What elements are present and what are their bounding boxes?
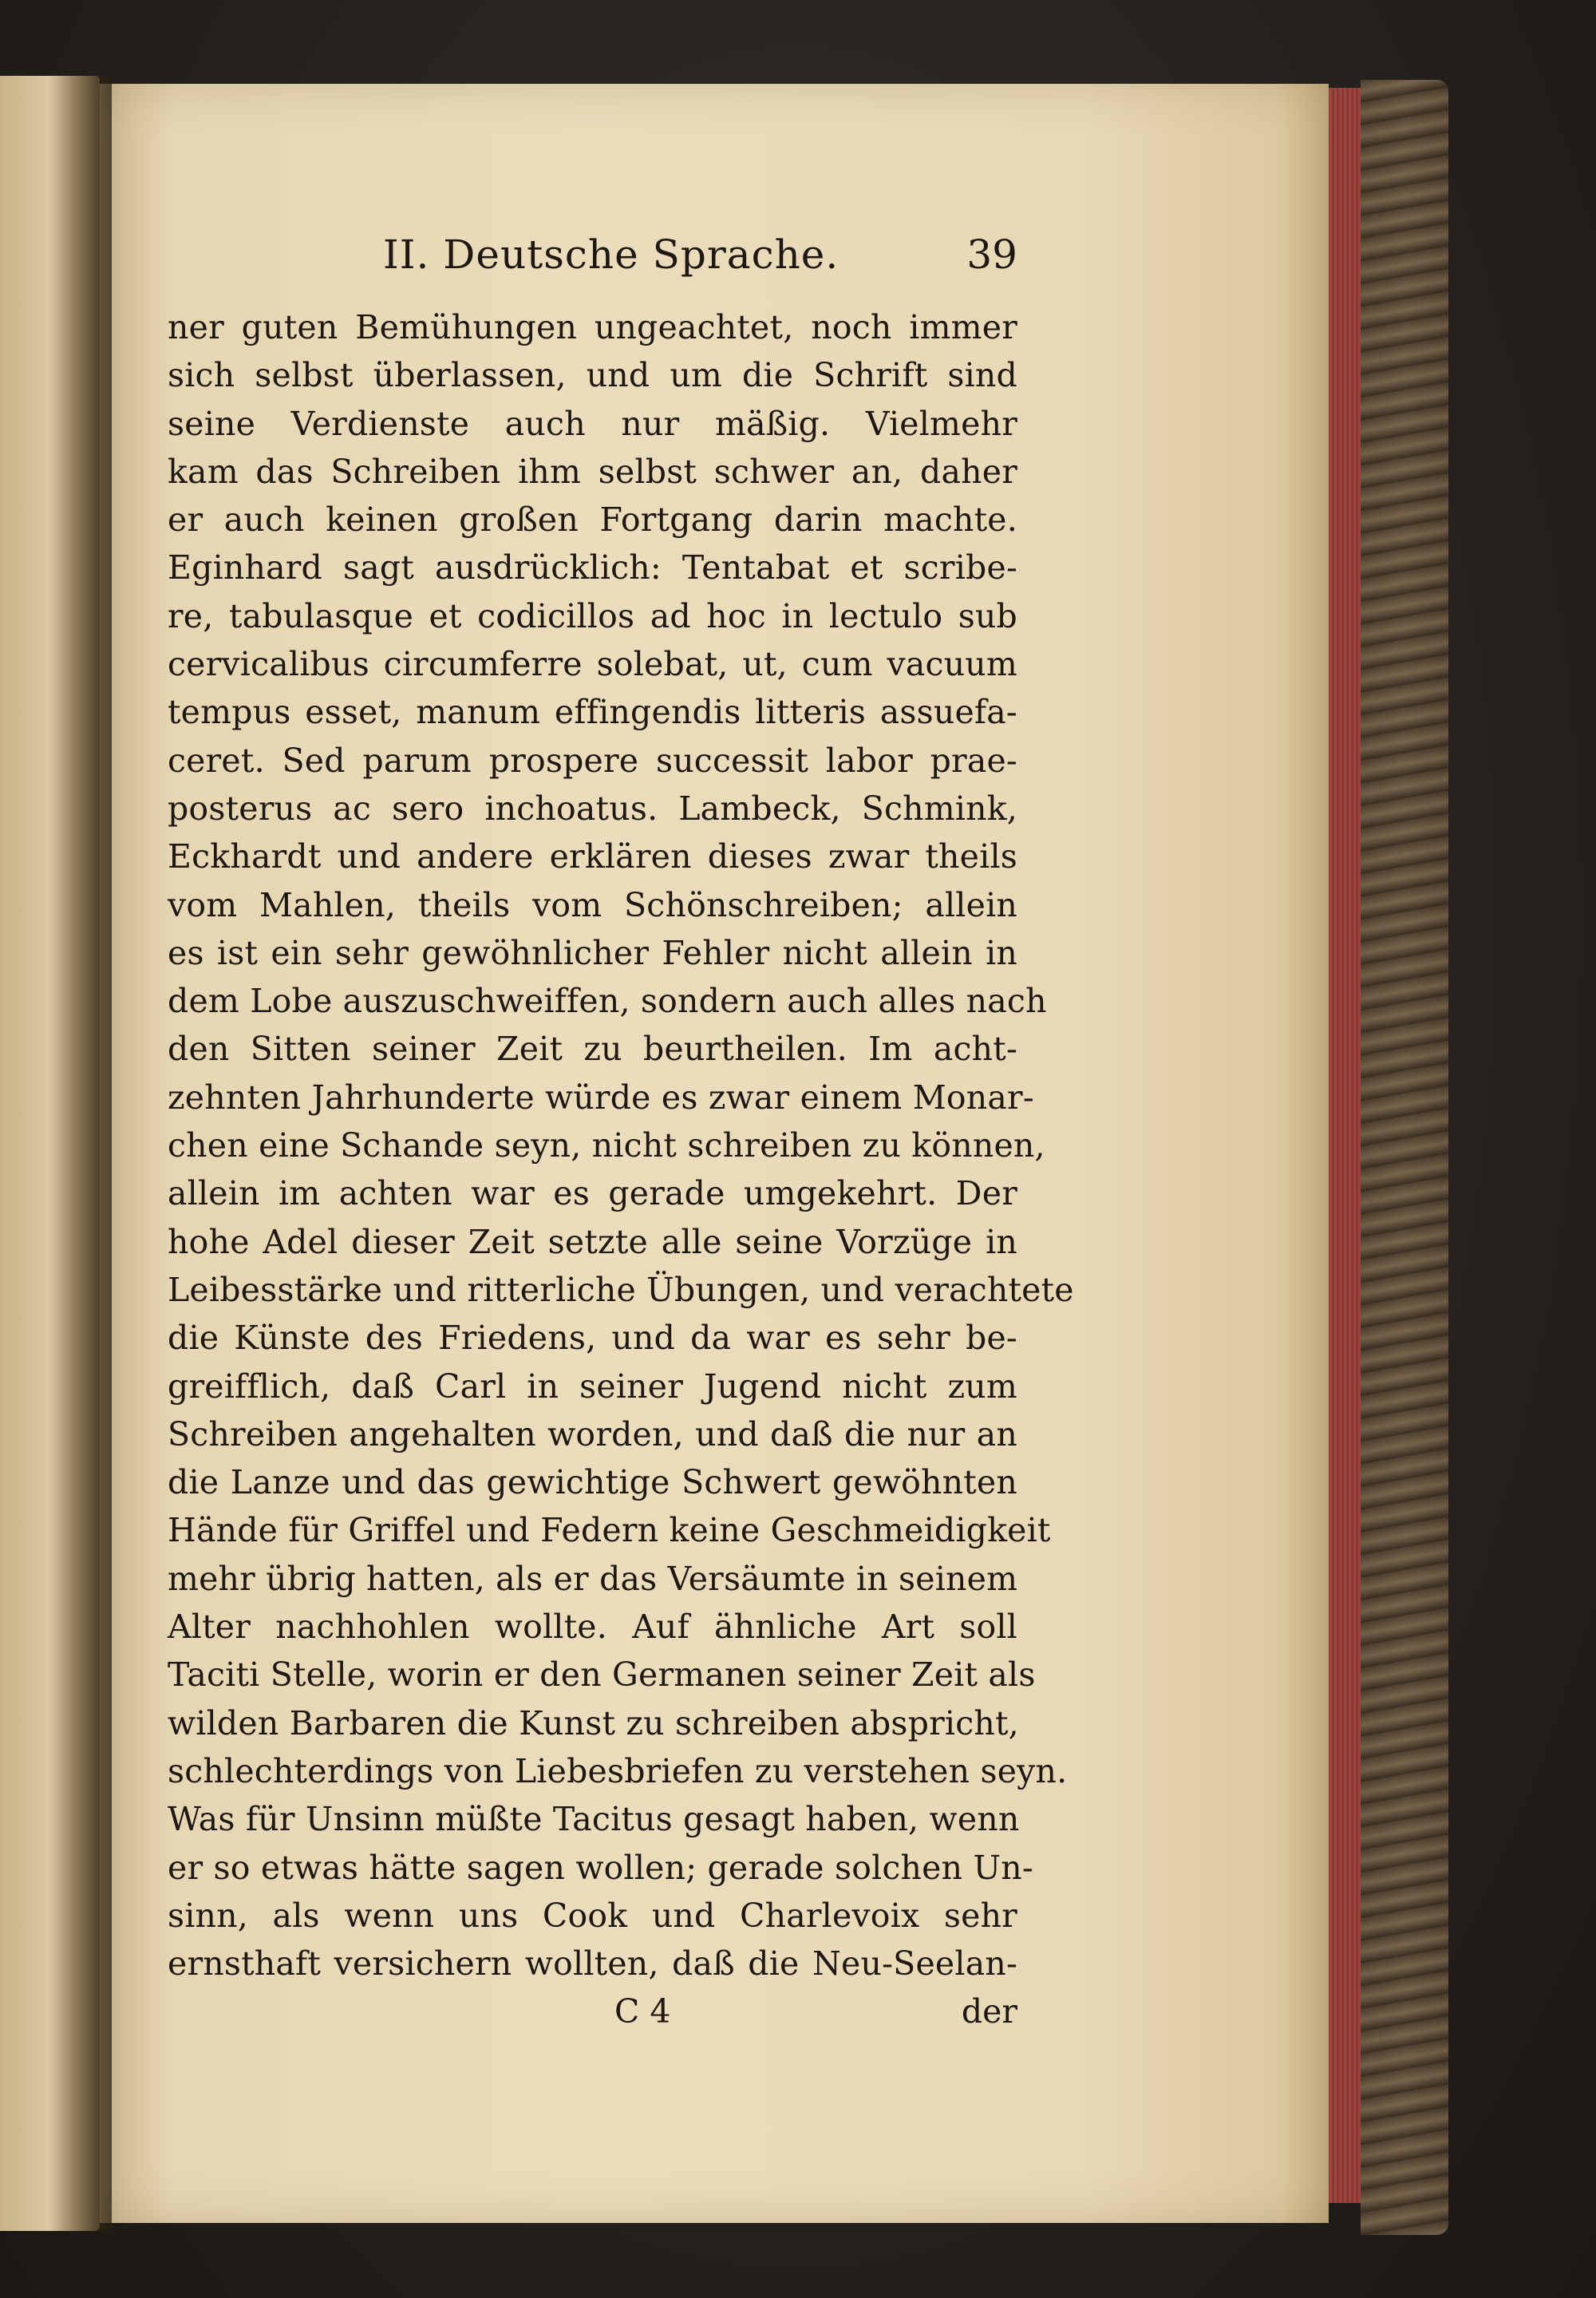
text-line: zehnten Jahrhunderte würde es zwar einem Monar-	[168, 1078, 1034, 1117]
catchword: der	[961, 1992, 1017, 2031]
text-line: ceret. Sed parum prospere successit labor prae-	[168, 741, 1017, 780]
text-line: sich selbst überlassen, und um die Schrift sind	[168, 356, 1017, 395]
text-line: posterus ac sero inchoatus. Lambeck, Schmink,	[168, 789, 1017, 828]
text-line: Was für Unsinn müßte Tacitus gesagt haben, wenn	[168, 1800, 1020, 1839]
text-line: Eckhardt und andere erklären dieses zwar theils	[168, 837, 1017, 876]
text-line: es ist ein sehr gewöhnlicher Fehler nicht allein in	[168, 933, 1017, 972]
text-line: die Künste des Friedens, und da war es sehr be-	[168, 1319, 1017, 1358]
text-line: wilden Barbaren die Kunst zu schreiben abspricht,	[168, 1703, 1019, 1742]
text-line: greifflich, daß Carl in seiner Jugend nicht zum	[168, 1367, 1017, 1406]
text-line: hohe Adel dieser Zeit setzte alle seine Vorzüge in	[168, 1222, 1017, 1261]
text-line: Leibesstärke und ritterliche Übungen, und verachtete	[168, 1270, 1074, 1309]
body-text	[168, 303, 1074, 1988]
text-line: Eginhard sagt ausdrücklich: Tentabat et scribe-	[168, 548, 1017, 587]
page-number: 39	[966, 231, 1017, 278]
book-gutter-shadow	[48, 76, 112, 2231]
text-line: vom Mahlen, theils vom Schönschreiben; allein	[168, 885, 1017, 924]
text-line: dem Lobe auszuschweiffen, sondern auch alles nach	[168, 982, 1047, 1021]
text-line: er auch keinen großen Fortgang darin machte.	[168, 500, 1017, 540]
text-line: er so etwas hätte sagen wollen; gerade solchen Un-	[168, 1848, 1033, 1887]
text-line: sinn, als wenn uns Cook und Charlevoix sehr	[168, 1896, 1017, 1935]
text-line: allein im achten war es gerade umgekehrt. Der	[168, 1174, 1017, 1213]
text-line: ner guten Bemühungen ungeachtet, noch immer	[168, 308, 1017, 346]
text-line: schlechterdings von Liebesbriefen zu verstehen seyn.	[168, 1751, 1068, 1790]
text-line: mehr übrig hatten, als er das Versäumte in seinem	[168, 1559, 1018, 1598]
page-text	[168, 231, 1074, 2035]
text-line: chen eine Schande seyn, nicht schreiben zu können,	[168, 1126, 1045, 1165]
marbled-cover	[1361, 80, 1448, 2235]
text-line: seine Verdienste auch nur mäßig. Vielmehr	[168, 404, 1017, 443]
text-line: tempus esset, manum effingendis litteris assuefa-	[168, 693, 1017, 732]
header-title: II. Deutsche Sprache.	[383, 231, 839, 278]
text-line: den Sitten seiner Zeit zu beurtheilen. Im acht-	[168, 1030, 1017, 1069]
text-line: cervicalibus circumferre solebat, ut, cum vacuum	[168, 645, 1017, 684]
text-line: Schreiben angehalten worden, und daß die nur an	[168, 1414, 1017, 1454]
text-line: Hände für Griffel und Federn keine Geschmeidigkeit	[168, 1511, 1051, 1550]
text-line: die Lanze und das gewichtige Schwert gewöhnten	[168, 1463, 1017, 1502]
running-header	[168, 231, 1017, 303]
text-line: Alter nachhohlen wollte. Auf ähnliche Art soll	[168, 1608, 1017, 1647]
text-line: ernsthaft versichern wollten, daß die Neu-Seelan-	[168, 1944, 1017, 1984]
text-line: Taciti Stelle, worin er den Germanen seiner Zeit als	[168, 1655, 1036, 1695]
text-line: kam das Schreiben ihm selbst schwer an, daher	[168, 452, 1017, 491]
page-footer	[168, 1988, 1017, 2035]
text-line: re, tabulasque et codicillos ad hoc in lectulo sub	[168, 596, 1017, 635]
signature-mark: C 4	[614, 1992, 671, 2031]
